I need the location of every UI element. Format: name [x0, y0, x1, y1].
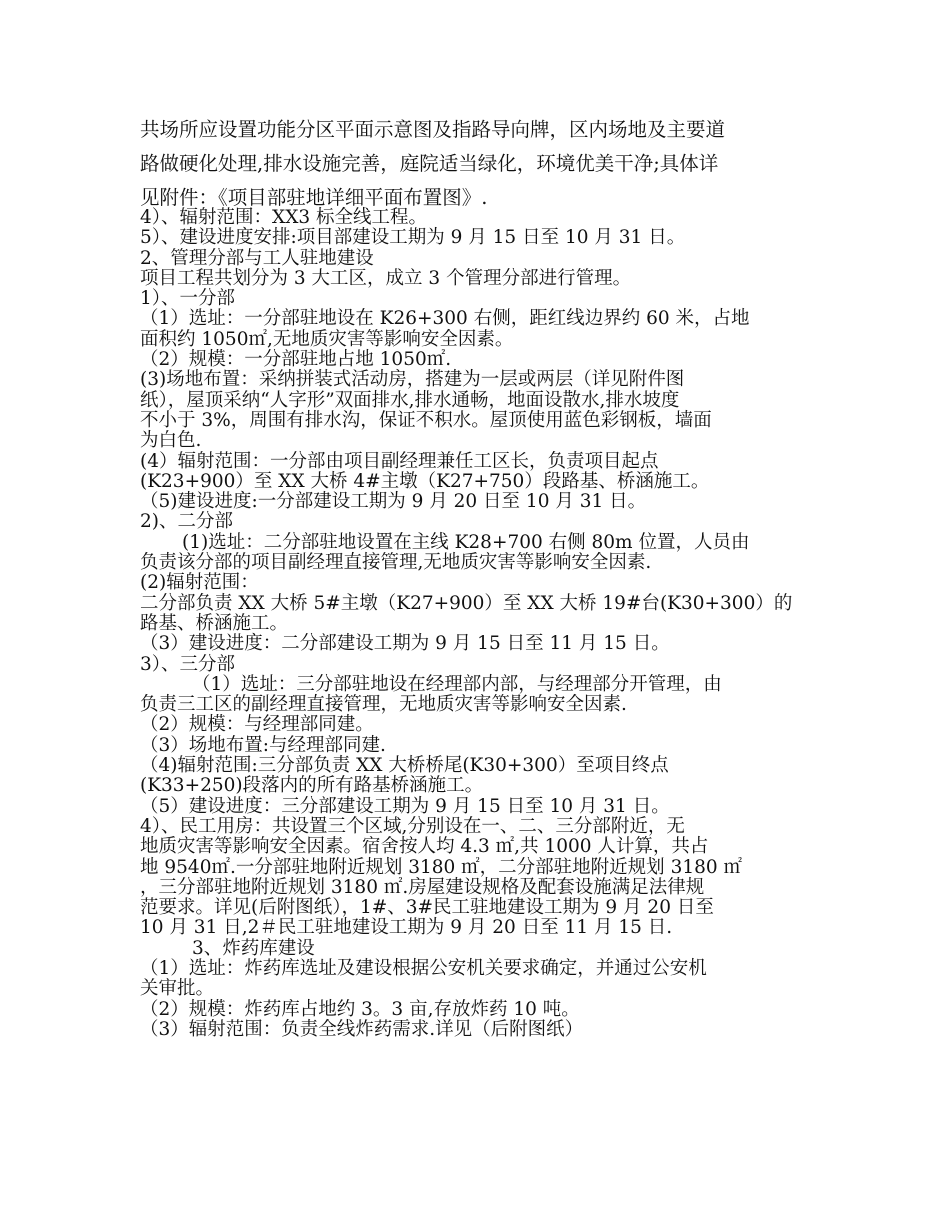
text-line: (4）辐射范围：一分部由项目副经理兼任工区长，负责项目起点 [140, 450, 659, 472]
text-line: （2）规模：与经理部同建。 [140, 714, 374, 736]
document-body [140, 208, 820, 1040]
text-line: 面积约 1050㎡,无地质灾害等影响安全因素。 [140, 328, 514, 350]
text-line: 关审批。 [140, 978, 215, 1000]
text-line: 不小于 3%，周围有排水沟，保证不积水。屋顶使用蓝色彩钢板，墙面 [140, 409, 712, 431]
text-line: （5)建设进度:一分部建设工期为 9 月 20 日至 10 月 31 日。 [140, 491, 647, 513]
text-line: (K23+900）至 XX 大桥 4#主墩（K27+750）段路基、桥涵施工。 [140, 470, 710, 492]
text-line: 共场所应设置功能分区平面示意图及指路导向牌，区内场地及主要道 [140, 118, 726, 141]
text-line: 负责三工区的副经理直接管理，无地质灾害等影响安全因素. [140, 694, 627, 716]
text-line: 二分部负责 XX 大桥 5#主墩（K27+900）至 XX 大桥 19#台(K30+300）的 [140, 592, 793, 614]
text-line: 项目工程共划分为 3 大工区，成立 3 个管理分部进行管理。 [140, 267, 632, 289]
text-line: (1)选址：二分部驻地设置在主线 K28+700 右侧 80m 位置，人员由 [182, 531, 750, 553]
text-line: （3）辐射范围：负责全线炸药需求.详见（后附图纸） [140, 1018, 584, 1040]
section-heading: 2、管理分部与工人驻地建设 [140, 247, 374, 269]
intro-paragraph [140, 113, 815, 215]
subsection-heading: 3）、三分部 [140, 653, 236, 675]
text-line: ，三分部驻地附近规划 3180 ㎡.房屋建设规格及配套设施满足法律规 [140, 876, 705, 898]
text-line: 见附件：《项目部驻地详细平面布置图》. [140, 186, 488, 209]
text-line: （1）选址：三分部驻地设在经理部内部，与经理部分开管理，由 [192, 673, 722, 695]
text-line: (2)辐射范围： [140, 572, 259, 594]
subsection-heading: 2)、二分部 [140, 511, 233, 533]
text-line: 路做硬化处理,排水设施完善，庭院适当绿化，环境优美干净;具体详 [140, 152, 719, 175]
text-line: （2）规模：炸药库占地约 3。3 亩,存放炸药 10 吨。 [140, 998, 580, 1020]
text-line: 为白色. [140, 430, 202, 452]
text-line: （2）规模：一分部驻地占地 1050㎡. [140, 349, 452, 371]
text-line: （3）建设进度：二分部建设工期为 9 月 15 日至 11 月 15 日。 [140, 633, 670, 655]
text-line: 负责该分部的项目副经理直接管理,无地质灾害等影响安全因素. [140, 552, 652, 574]
text-line: 4）、辐射范围：XX3 标全线工程。 [140, 207, 428, 228]
text-line: （1）选址：一分部驻地设在 K26+300 右侧，距红线边界约 60 米，占地 [140, 308, 750, 330]
subsection-heading: 1）、一分部 [140, 288, 236, 310]
text-line: 纸），屋顶采纳“人字形”双面排水,排水通畅，地面设散水,排水坡度 [140, 389, 680, 411]
text-line: 路基、桥涵施工。 [140, 612, 289, 634]
text-line: 10 月 31 日,2＃民工驻地建设工期为 9 月 20 日至 11 月 15 日. [140, 917, 673, 939]
text-line: （4)辐射范围:三分部负责 XX 大桥桥尾(K30+300）至项目终点 [140, 755, 669, 777]
text-line: （3）场地布置:与经理部同建. [140, 734, 386, 756]
text-line: 地 9540㎡.一分部驻地附近规划 3180 ㎡，二分部驻地附近规划 3180 ㎡ [140, 856, 743, 878]
text-line: (3)场地布置：采纳拼装式活动房，搭建为一层或两层（详见附件图 [140, 369, 685, 391]
text-line: 范要求。详见(后附图纸），1#、3#民工驻地建设工期为 9 月 20 日至 [140, 897, 714, 919]
text-line: （1）选址：炸药库选址及建设根据公安机关要求确定，并通过公安机 [140, 957, 707, 979]
text-line: 5）、建设进度安排:项目部建设工期为 9 月 15 日至 10 月 31 日。 [140, 227, 686, 249]
text-line: 地质灾害等影响安全因素。宿舍按人均 4.3 ㎡,共 1000 人计算，共占 [140, 836, 709, 858]
text-line: （5）建设进度：三分部建设工期为 9 月 15 日至 10 月 31 日。 [140, 795, 670, 817]
text-line: 4）、民工用房：共设置三个区域,分别设在一、二、三分部附近，无 [140, 815, 685, 837]
section-heading: 3、炸药库建设 [192, 937, 315, 959]
text-line: (K33+250)段落内的所有路基桥涵施工。 [140, 775, 484, 797]
